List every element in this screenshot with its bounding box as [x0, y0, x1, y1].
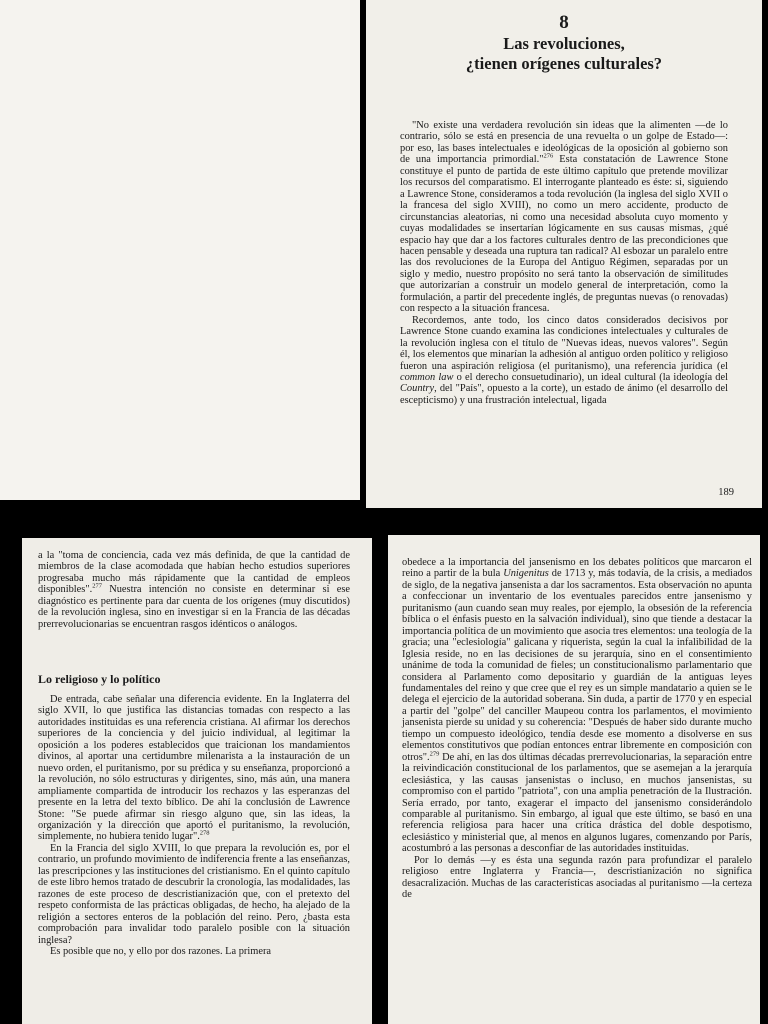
paragraph: Por lo demás —y es ésta una segunda razón para profundizar el paralelo religioso entre Inglaterra y Francia—, descristianización no significa desacralización. Muchas de las características asociadas al puritanismo —la certeza de: [402, 854, 752, 901]
chapter-title-line-2: ¿tienen orígenes culturales?: [465, 54, 663, 73]
paragraph: obedece a la importancia del jansenismo en los debates políticos que marcaron el reino a partir de la bula Unigenitus de 1713 y, más todavía, de la crisis, a mediados de siglo, de la negativa jansenista a dar los sacramentos. Esta observación no apunta a confeccionar un inventario de los eventuales parecidos entre jansenismo y puritanismo (aun cuando sean muy reales, por ejemplo, la obsesión de la referencia bíblica o el énfasis puesto en la salvación individual), sino que tiende a destacar la importancia política de un movimiento que asocia tres elementos: una teología de la gracia; una "eclesiología" galicana y riquerista, según la cual la infalibilidad de la Iglesia reside, no en las decisiones de su jerarquía, sino en el consentimiento unánime de toda la comunidad de fieles; un constitucionalismo parlamentario que considera al Parlamento como depositario y guardián de la antiguas leyes fundamentales del reino y que cree que el rey es un simple mandatario a quien se le delega el ejercicio de la autoridad soberana. Sin duda, a partir de 1770 y en especial a partir del "golpe" del canciller Maupeou contra los parlamentos, el movimiento jansenista pierde su unidad y su coherencia: "Después de haber sido durante mucho tiempo un compuesto ideológico, tendía desde ese momento a disolverse en sus elementos constitutivos que podían entonces entrar libremente en composición con otros".$^{279}$ De ahí, en las dos últimas décadas prerrevolucionarias, la separación entre la reivindicación constitucional de los parlamentos, que se asemejan a la jerarquía eclesiástica, y las causas jansenistas o incluso, en muchos jansenistas, su compromiso con el partido "patriota", con una amplia penetración de la Ilustración. Sería errado, por tanto, exagerar el impacto del jansenismo considerándolo comparable al puritanismo. Sin embargo, al igual que este último, se basó en una referencia religiosa para hacer una crítica drástica del doble despotismo, eclesiástico y ministerial que, al menos en algunos lugares, comenzando por París, acostumbró a las personas a desconfiar de las autoridades instituidas.: [402, 557, 752, 855]
page-189: [366, 0, 762, 508]
footnote-ref: 279: [429, 750, 440, 758]
page-number: 189: [718, 487, 734, 498]
chapter-title-line-1: Las revoluciones,: [503, 34, 625, 53]
paragraph: De entrada, cabe señalar una diferencia evidente. En la Inglaterra del siglo XVII, lo que justifica las distancias tomadas con respecto a las autoridades instituidas es una referencia cristiana. Al afirmar los derechos superiores de la conciencia y del juicio individual, al legitimar la oposición a los poderes establecidos que traicionan los mandamientos divinos, al aportar una certidumbre milenarista a la instauración de un nuevo orden, el puritanismo, por su prédica y su enseñanza, proporcionó a la revolución, no sólo estructuras y dirigentes, sino, más aún, una manera ampliamente compartida de introducir los rechazos y las esperanzas del presente en la letra del texto bíblico. De ahí la conclusión de Lawrence Stone: "Se puede afirmar sin riesgo alguno que, sin las ideas, la organización y la dirección que aportó el puritanismo, la revolución, simplemente, no hubiera tenido lugar".$^{278}$: [38, 694, 350, 843]
page-189-body: [400, 120, 728, 406]
footnote-ref: 278: [199, 829, 210, 837]
page-191-body: [402, 557, 752, 901]
footnote-ref: 277: [92, 582, 102, 590]
blank-page-left: [0, 0, 360, 500]
continued-text: [38, 550, 350, 630]
chapter-title: [386, 34, 742, 74]
paragraph: "No existe una verdadera revolución sin ideas que la alimenten —de lo contrario, sólo se está en presencia de una revuelta o un golpe de Estado—: por eso, las bases intelectuales e ideológicas de la oposición al gobierno son de una importancia primordial."$^{276}$ Esta constatación de Lawrence Stone constituye el punto de partida de este último capítulo que pretende movilizar los recursos del comparatismo. El interrogante planteado es éste: si, siguiendo a Lawrence Stone, consideramos a toda revolución (la inglesa del siglo XVII o la francesa del siglo XVIII), no como un mero accidente, producto de circunstancias aleatorias, ni como una necesidad absoluta cuyo momento y cuyas modalidades se insertarían lógicamente en sus causas mismas, ¿qué espacio hay que dar a los factores culturales dentro de las precondiciones que hacen pensable y deseada una ruptura tan radical? Al esbozar un paralelo entre las dos revoluciones de la Europa del Antiguo Régimen, separadas por un siglo y medio, nuestro propósito no será tanto la observación de similitudes que autorizarían a construir un modelo general de interpretación, como la formulación, a partir del precedente inglés, de preguntas nuevas (o renovadas) con respecto a la situación francesa.: [400, 120, 728, 315]
paragraph: En la Francia del siglo XVIII, lo que prepara la revolución es, por el contrario, un profundo movimiento de indiferencia frente a las enseñanzas, las prescripciones y las instituciones del cristianismo. En el quinto capítulo de este libro hemos tratado de descubrir la cronología, las modalidades, las razones de este proceso de descristianización que, con el pretexto del respeto conformista de las prácticas obligadas, de hecho, ha alejado de la religión a sectores enteros de la población del reino. Pero, ¿basta esta comprobación para invalidar todo paralelo posible con la situación inglesa?: [38, 842, 350, 946]
chapter-number: 8: [559, 12, 569, 33]
footnote-ref: 276: [543, 152, 554, 160]
page-190: [22, 538, 372, 1024]
section-body: [38, 694, 350, 957]
paragraph: a la "toma de conciencia, cada vez más definida, de que la cantidad de miembros de la clase acomodada que habían hecho estudios superiores progresaba mucho más rápidamente que la cantidad de empleos disponibles".$^{277}$ Nuestra intención no consiste en determinar si ese diagnóstico es pertinente para dar cuenta de los orígenes (muy discutidos) de la revolución inglesa, sino en investigar si en la Francia de las décadas prerrevolucionarias se encuentran rasgos idénticos o análogos.: [38, 550, 350, 630]
section-heading: Lo religioso y lo político: [38, 672, 161, 686]
page-191: [388, 535, 760, 1024]
paragraph: Recordemos, ante todo, los cinco datos considerados decisivos por Lawrence Stone cuando examina las condiciones intelectuales y culturales de la revolución inglesa con el título de "Nuevas ideas, nuevos valores". Según él, los elementos que minarían la adhesión al antiguo orden político y religioso fueron una aspiración religiosa (el puritanismo), una referencia jurídica (el common law o el derecho consuetudinario), un ideal cultural (la ideología del Country, del "País", opuesto a la corte), un estado de ánimo (el desarrollo del escepticismo) y una frustración intelectual, ligada: [400, 314, 728, 406]
paragraph: Es posible que no, y ello por dos razones. La primera: [50, 945, 272, 957]
